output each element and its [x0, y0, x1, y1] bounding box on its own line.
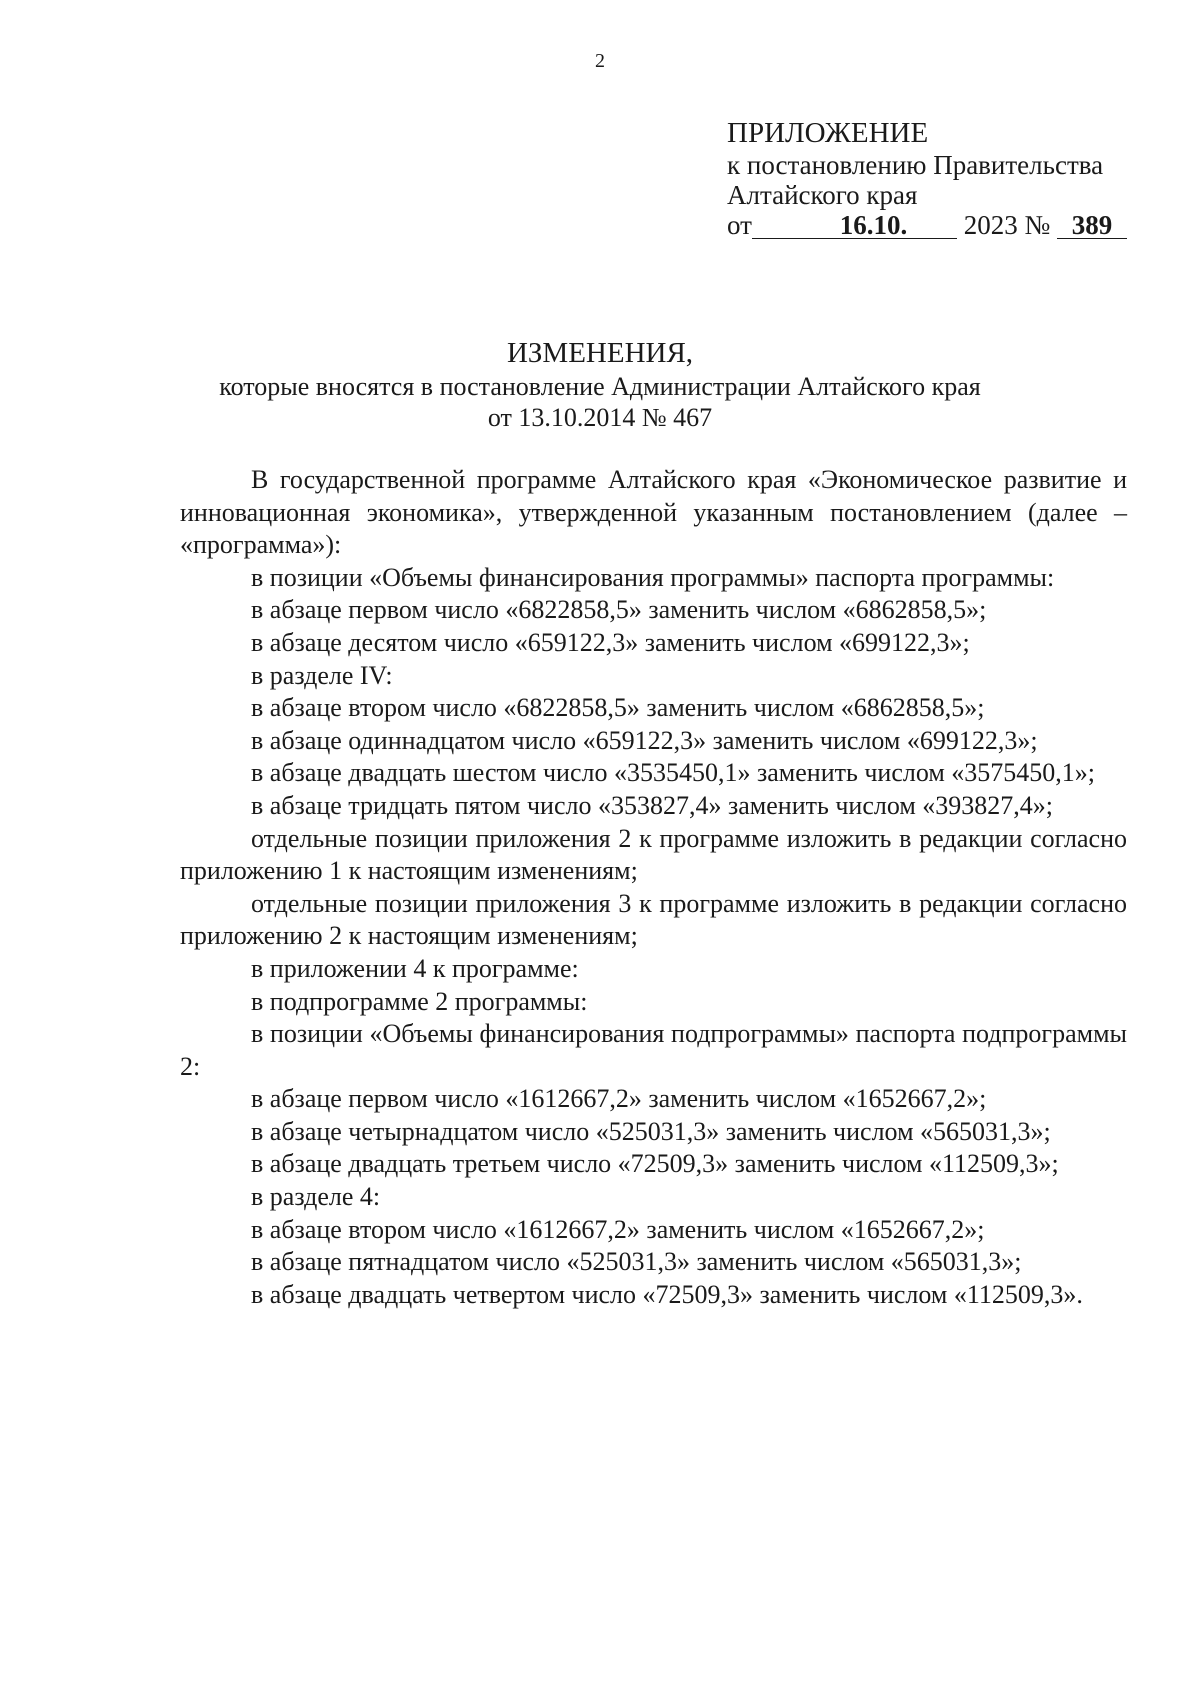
document-body	[180, 464, 1127, 1311]
from-label: от	[727, 210, 752, 240]
appendix-block	[727, 116, 1127, 240]
paragraph: в абзаце одиннадцатом число «659122,3» заменить числом «699122,3»;	[251, 725, 1038, 755]
document-subtitle-2: от 13.10.2014 № 467	[487, 403, 713, 432]
paragraph: в позиции «Объемы финансирования программы» паспорта программы:	[251, 562, 1055, 592]
appendix-date-line	[727, 210, 1127, 240]
year-value: 2023	[963, 210, 1018, 240]
paragraph: отдельные позиции приложения 3 к программе изложить в редакции согласно приложению 2 к настоящим изменениям;	[180, 888, 1127, 951]
paragraph: в абзаце десятом число «659122,3» заменить числом «699122,3»;	[251, 627, 970, 657]
document-title: ИЗМЕНЕНИЯ,	[506, 337, 694, 369]
paragraph: в подпрограмме 2 программы:	[251, 986, 588, 1016]
paragraph: в разделе 4:	[251, 1182, 381, 1212]
title-block	[0, 335, 1200, 433]
paragraph: В государственной программе Алтайского края «Экономическое развитие и инновационная экономика», утвержденной указанным постановлением (далее – «программа»):	[180, 465, 1127, 560]
number-label: №	[1024, 210, 1051, 240]
document-subtitle-1: которые вносятся в постановление Администрации Алтайского края	[219, 372, 981, 401]
paragraph: в разделе IV:	[251, 660, 393, 690]
paragraph: в абзаце двадцать четвертом число «72509,3» заменить числом «112509,3».	[251, 1279, 1083, 1309]
paragraph: в абзаце пятнадцатом число «525031,3» заменить числом «565031,3»;	[251, 1247, 1022, 1277]
paragraph: в позиции «Объемы финансирования подпрограммы» паспорта подпрограммы 2:	[180, 1019, 1127, 1081]
date-value: 16.10.	[752, 212, 957, 239]
paragraph: в абзаце двадцать третьем число «72509,3» заменить числом «112509,3»;	[251, 1149, 1059, 1179]
appendix-heading: ПРИЛОЖЕНИЕ	[727, 117, 929, 149]
paragraph: в абзаце тридцать пятом число «353827,4» заменить числом «393827,4»;	[251, 790, 1054, 820]
paragraph: в абзаце втором число «6822858,5» заменить числом «6862858,5»;	[251, 693, 985, 723]
paragraph: в абзаце первом число «6822858,5» заменить числом «6862858,5»;	[251, 595, 987, 625]
page-number: 2	[595, 50, 605, 72]
paragraph: в приложении 4 к программе:	[251, 953, 579, 983]
paragraph: в абзаце первом число «1612667,2» заменить числом «1652667,2»;	[251, 1084, 987, 1114]
paragraph: отдельные позиции приложения 2 к программе изложить в редакции согласно приложению 1 к настоящим изменениям;	[180, 823, 1127, 886]
paragraph: в абзаце четырнадцатом число «525031,3» заменить числом «565031,3»;	[251, 1116, 1051, 1146]
appendix-line-1: к постановлению Правительства	[727, 150, 1104, 180]
number-value: 389	[1057, 212, 1127, 239]
paragraph: в абзаце двадцать шестом число «3535450,1» заменить числом «3575450,1»;	[251, 758, 1096, 788]
appendix-line-2: Алтайского края	[727, 180, 918, 210]
paragraph: в абзаце втором число «1612667,2» заменить числом «1652667,2»;	[251, 1214, 985, 1244]
